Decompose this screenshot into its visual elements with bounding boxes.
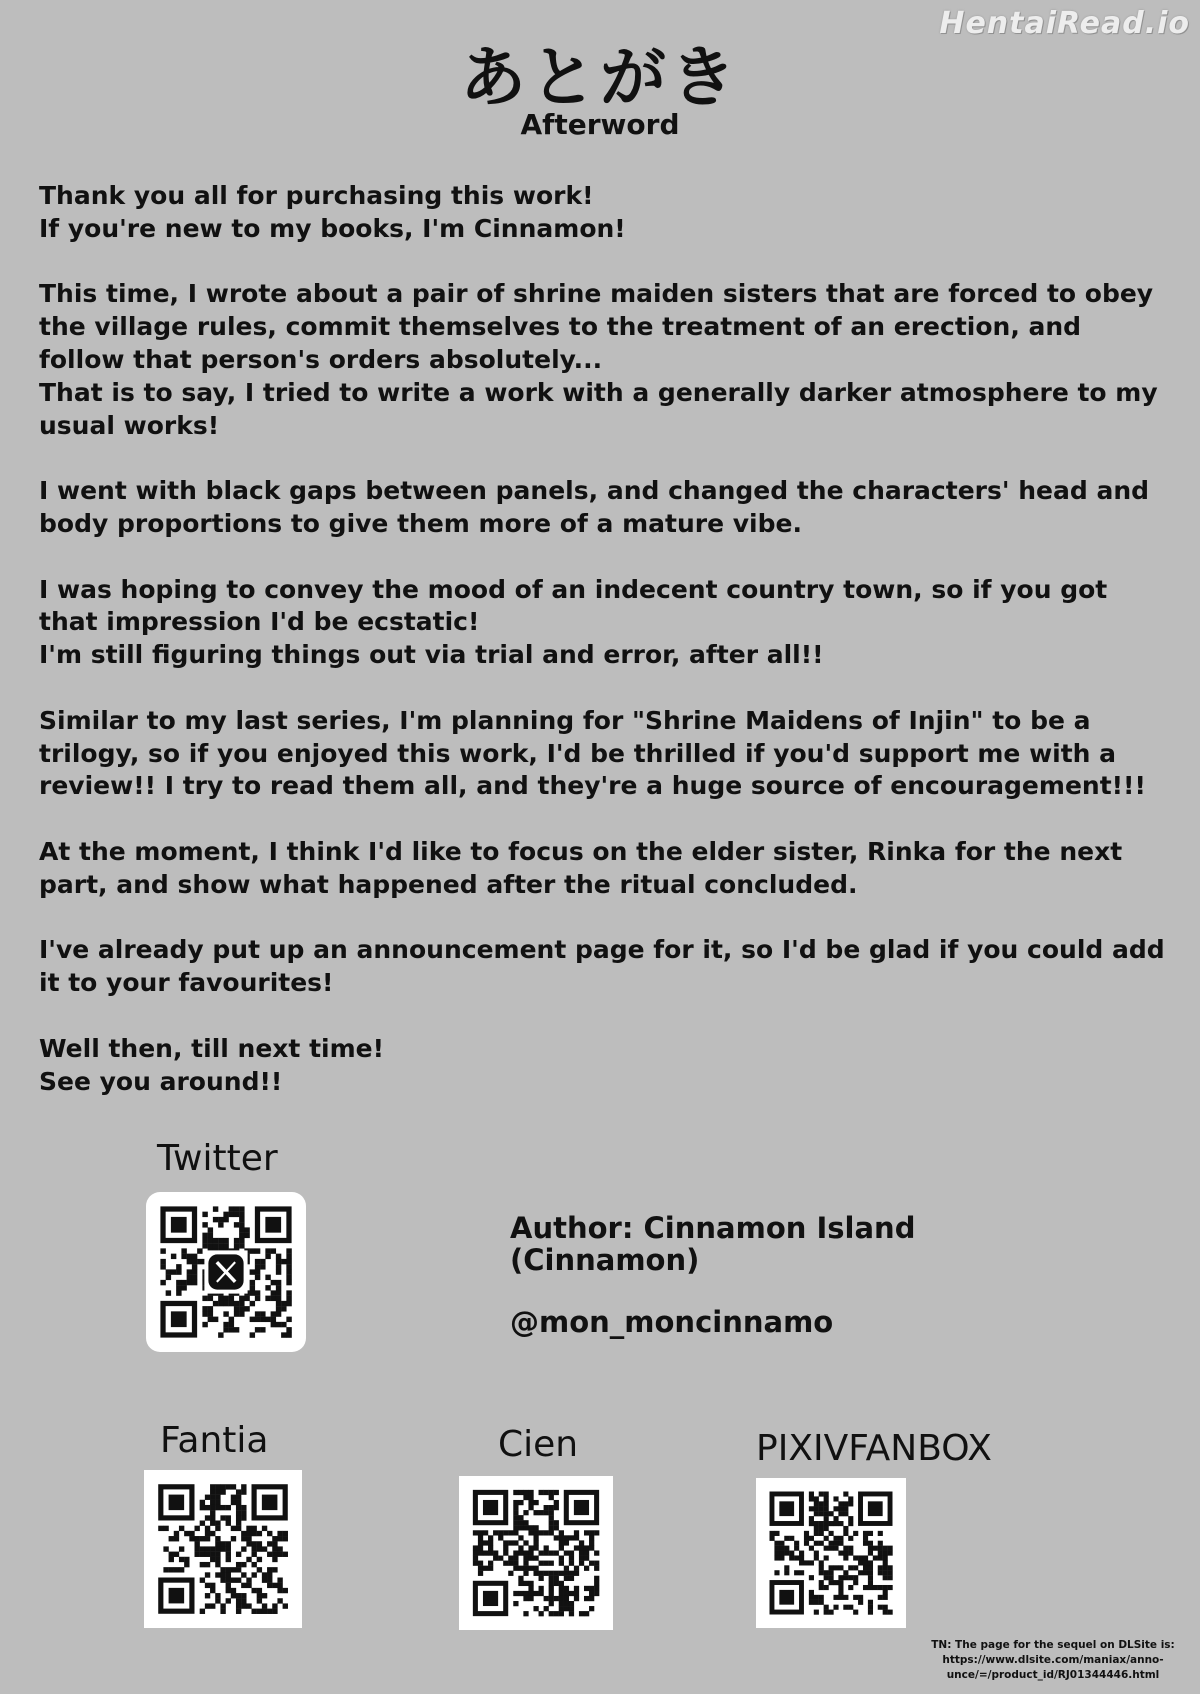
afterword-title-english: Afterword — [520, 108, 680, 141]
translator-note-line: unce/=/product_id/RJ01344446.html — [946, 1669, 1160, 1681]
body-line: the village rules, commit themselves to the treatment of an erection, and — [39, 312, 1082, 342]
body-line: This time, I wrote about a pair of shrine maiden sisters that are forced to obey — [39, 279, 1154, 309]
body-paragraph — [39, 836, 1169, 902]
body-line: that impression I'd be ecstatic! — [39, 607, 480, 637]
body-line: it to your favourites! — [39, 968, 334, 998]
body-line: Well then, till next time! — [39, 1033, 385, 1063]
qr-code-icon — [146, 1192, 306, 1352]
fantia-label: Fantia — [160, 1420, 269, 1461]
body-line: trilogy, so if you enjoyed this work, I'd be thrilled if you'd support me with a — [39, 738, 1117, 768]
cien-qr-code[interactable] — [459, 1476, 613, 1630]
body-line: Thank you all for purchasing this work! — [39, 181, 594, 210]
body-line: That is to say, I tried to write a work with a generally darker atmosphere to my — [39, 377, 1158, 407]
translator-note — [928, 1638, 1178, 1683]
body-line: I was hoping to convey the mood of an indecent country town, so if you got — [39, 574, 1108, 604]
afterword-body — [39, 180, 1169, 1131]
body-line: I went with black gaps between panels, and changed the characters' head and — [39, 476, 1150, 506]
body-line: If you're new to my books, I'm Cinnamon! — [39, 213, 626, 243]
pixivfanbox-label: PIXIVFANBOX — [756, 1428, 992, 1469]
afterword-title-japanese: あとがき — [460, 39, 740, 116]
body-paragraph — [39, 278, 1169, 442]
qr-code-icon — [144, 1470, 302, 1628]
body-line: Similar to my last series, I'm planning for "Shrine Maidens of Injin" to be a — [39, 705, 1091, 735]
twitter-label: Twitter — [157, 1138, 278, 1179]
site-watermark: HentaiRead.io — [939, 6, 1190, 41]
body-paragraph — [39, 1033, 1169, 1099]
body-line: body proportions to give them more of a mature vibe. — [39, 508, 802, 538]
qr-code-icon — [756, 1478, 906, 1628]
author-name: Author: Cinnamon Island — [510, 1211, 916, 1245]
author-alias: (Cinnamon) — [510, 1243, 700, 1277]
body-paragraph — [39, 180, 1169, 246]
body-line: I've already put up an announcement page for it, so I'd be glad if you could add — [39, 935, 1165, 965]
body-line: At the moment, I think I'd like to focus on the elder sister, Rinka for the next — [39, 836, 1123, 866]
translator-note-line: TN: The page for the sequel on DLSite is: — [931, 1639, 1175, 1651]
body-paragraph — [39, 475, 1169, 541]
author-handle: @mon_moncinnamo — [510, 1305, 834, 1339]
body-paragraph — [39, 934, 1169, 1000]
body-line: I'm still figuring things out via trial and error, after all!! — [39, 640, 824, 670]
body-line: See you around!! — [39, 1066, 283, 1096]
translator-note-line: https://www.dlsite.com/maniax/anno- — [942, 1654, 1164, 1666]
body-paragraph — [39, 705, 1169, 803]
body-line: review!! I try to read them all, and they're a huge source of encouragement!!! — [39, 771, 1146, 801]
pixivfanbox-qr-code[interactable] — [756, 1478, 906, 1628]
cien-label: Cien — [498, 1424, 579, 1465]
twitter-qr-code[interactable] — [146, 1192, 306, 1352]
body-line: part, and show what happened after the ritual concluded. — [39, 869, 858, 899]
body-line: follow that person's orders absolutely... — [39, 344, 603, 374]
fantia-qr-code[interactable] — [144, 1470, 302, 1628]
qr-code-icon — [459, 1476, 613, 1630]
body-line: usual works! — [39, 410, 220, 440]
body-paragraph — [39, 574, 1169, 672]
